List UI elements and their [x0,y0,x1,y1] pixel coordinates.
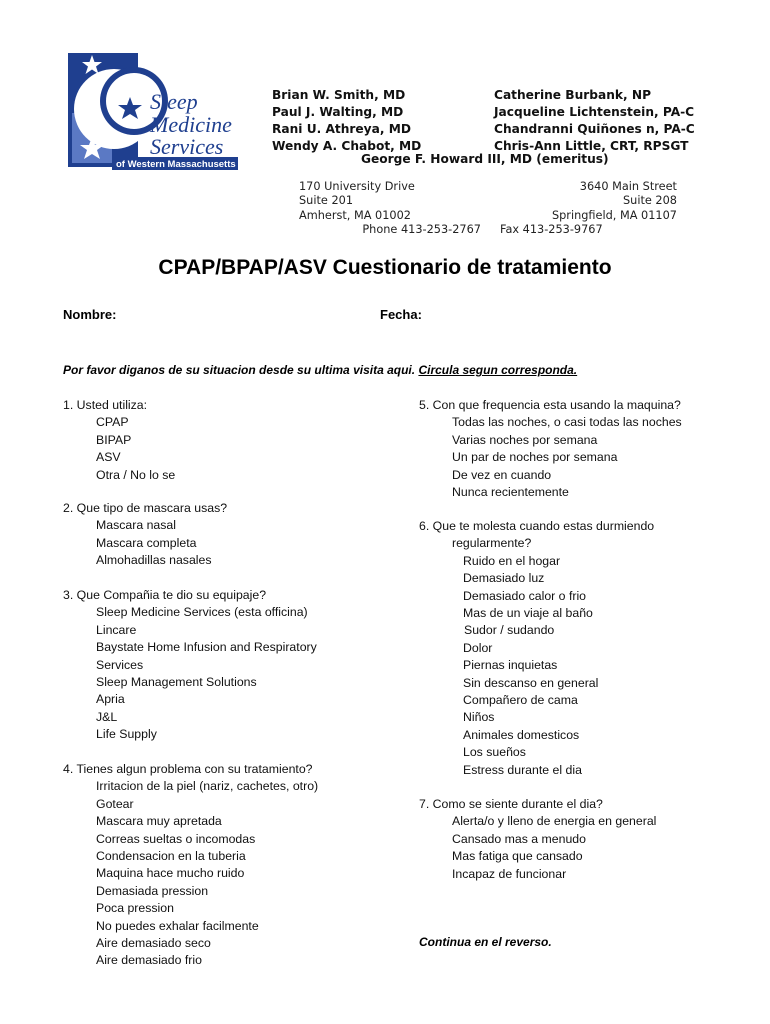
question-6 [419,518,654,779]
staff-name: Paul J. Walting, MD [272,105,404,119]
address-street: 3640 Main Street [579,180,677,193]
option-item[interactable]: Otra / No lo se [96,467,176,482]
question-text: 5. Con que frequencia esta usando la maquina? [419,398,681,412]
address-fax: Fax 413-253-9767 [500,222,603,236]
option-item[interactable]: J&L [96,709,118,724]
option-item[interactable]: Niños [463,710,495,725]
fecha-label: Fecha: [380,307,422,322]
option-item[interactable]: Cansado mas a menudo [452,831,586,846]
option-item[interactable]: Aire demasiado frio [96,953,202,968]
question-1 [63,397,175,484]
option-item[interactable]: Compañero de cama [463,693,578,708]
option-item[interactable]: Lincare [96,622,137,637]
question-2 [63,500,227,570]
address-suite: Suite 208 [622,194,677,208]
staff-name: Brian W. Smith, MD [272,88,406,102]
option-item[interactable]: Mas de un viaje al baño [463,606,593,621]
option-item[interactable]: Dolor [463,640,493,655]
option-item[interactable]: De vez en cuando [452,467,552,482]
address-phone: Phone 413-253-2767 [362,222,481,236]
option-item[interactable]: CPAP [96,415,129,430]
staff-name: Rani U. Athreya, MD [272,122,411,136]
address-street: 170 University Drive [299,180,415,193]
option-item[interactable]: Condensacion en la tuberia [96,849,246,864]
option-item[interactable]: BIPAP [96,432,132,447]
instruction-part1: Por favor diganos de su situacion desde su ultima visita aqui. [63,363,416,377]
option-item[interactable]: Un par de noches por semana [452,450,618,465]
staff-list-right [494,87,695,155]
option-item[interactable]: Sleep Management Solutions [96,675,257,690]
page-title: CPAP/BPAP/ASV Cuestionario de tratamiento [158,256,612,279]
instruction-text [63,363,577,377]
option-item[interactable]: Life Supply [96,727,157,742]
question-text-continued: regularmente? [452,536,532,551]
question-text: 6. Que te molesta cuando estas durmiendo [419,519,655,533]
address-city: Amherst, MA 01002 [299,208,411,222]
option-item[interactable]: Demasiado calor o frio [463,588,587,603]
question-text: 1. Usted utiliza: [63,398,148,412]
staff-emeritus: George F. Howard III, MD (emeritus) [361,152,609,166]
staff-name: Catherine Burbank, NP [494,88,652,102]
option-item[interactable]: Maquina hace mucho ruido [96,866,245,881]
option-item[interactable]: Gotear [96,796,134,811]
staff-name: Jacqueline Lichtenstein, PA-C [494,105,695,119]
option-item[interactable]: Ruido en el hogar [463,553,561,568]
address-amherst [299,180,481,237]
staff-name: Wendy A. Chabot, MD [272,139,422,153]
option-item[interactable]: Sudor / sudando [464,623,555,638]
question-text: 3. Que Compañia te dio su equipaje? [63,588,267,602]
logo-word-services: Services [150,134,224,159]
option-item[interactable]: Correas sueltas o incomodas [96,831,256,846]
option-item[interactable]: Animales domesticos [463,727,580,742]
question-3 [63,587,317,744]
option-item[interactable]: Incapaz de funcionar [452,866,567,881]
nombre-label: Nombre: [63,307,117,322]
question-text: 4. Tienes algun problema con su tratamiento? [63,762,313,776]
option-item[interactable]: Aire demasiado seco [96,936,211,951]
address-springfield [500,180,677,237]
logo-subtitle: of Western Massachusetts [116,159,236,170]
question-7 [419,796,656,883]
option-item[interactable]: Alerta/o y lleno de energia en general [452,814,657,829]
option-item[interactable]: Nunca recientemente [452,485,569,500]
question-4 [63,761,318,970]
option-item[interactable]: Demasiada pression [96,883,209,898]
option-item[interactable]: Varias noches por semana [452,432,598,447]
option-item[interactable]: Mas fatiga que cansado [452,849,583,864]
question-text: 2. Que tipo de mascara usas? [63,501,228,515]
continue-on-reverse-note: Continua en el reverso. [419,935,552,949]
option-item[interactable]: Sin descanso en general [463,675,599,690]
question-text: 7. Como se siente durante el dia? [419,797,603,811]
option-item[interactable]: Mascara nasal [96,518,176,533]
staff-name: Chandranni Quiñones n, PA-C [494,122,695,136]
address-suite: Suite 201 [299,194,354,208]
sleep-medicine-logo [66,49,266,173]
option-item[interactable]: ASV [96,450,121,465]
option-item[interactable]: Estress durante el dia [463,762,582,777]
option-item-continued[interactable]: Services [96,657,144,672]
option-item[interactable]: Mascara completa [96,535,197,550]
option-item[interactable]: Baystate Home Infusion and Respiratory [96,640,317,655]
option-item[interactable]: Los sueños [463,745,526,760]
option-item[interactable]: Sleep Medicine Services (esta officina) [96,605,308,620]
question-5 [419,397,682,501]
logo-word-medicine: Medicine [150,112,232,137]
address-city: Springfield, MA 01107 [551,208,677,222]
option-item[interactable]: Todas las noches, o casi todas las noches [452,415,682,430]
option-item[interactable]: Irritacion de la piel (nariz, cachetes, otro) [96,779,319,794]
instruction-part2: Circula segun corresponda. [418,363,578,377]
staff-name: Chris-Ann Little, CRT, RPSGT [494,139,689,153]
option-item[interactable]: No puedes exhalar facilmente [96,918,259,933]
option-item[interactable]: Demasiado luz [463,571,545,586]
logo-word-sleep: Sleep [150,89,198,114]
option-item[interactable]: Almohadillas nasales [96,553,212,568]
moon-stars-icon [66,49,266,173]
option-item[interactable]: Piernas inquietas [463,658,558,673]
option-item[interactable]: Mascara muy apretada [96,814,222,829]
option-item[interactable]: Poca pression [96,901,174,916]
staff-list-left [272,87,421,155]
option-item[interactable]: Apria [96,692,125,707]
